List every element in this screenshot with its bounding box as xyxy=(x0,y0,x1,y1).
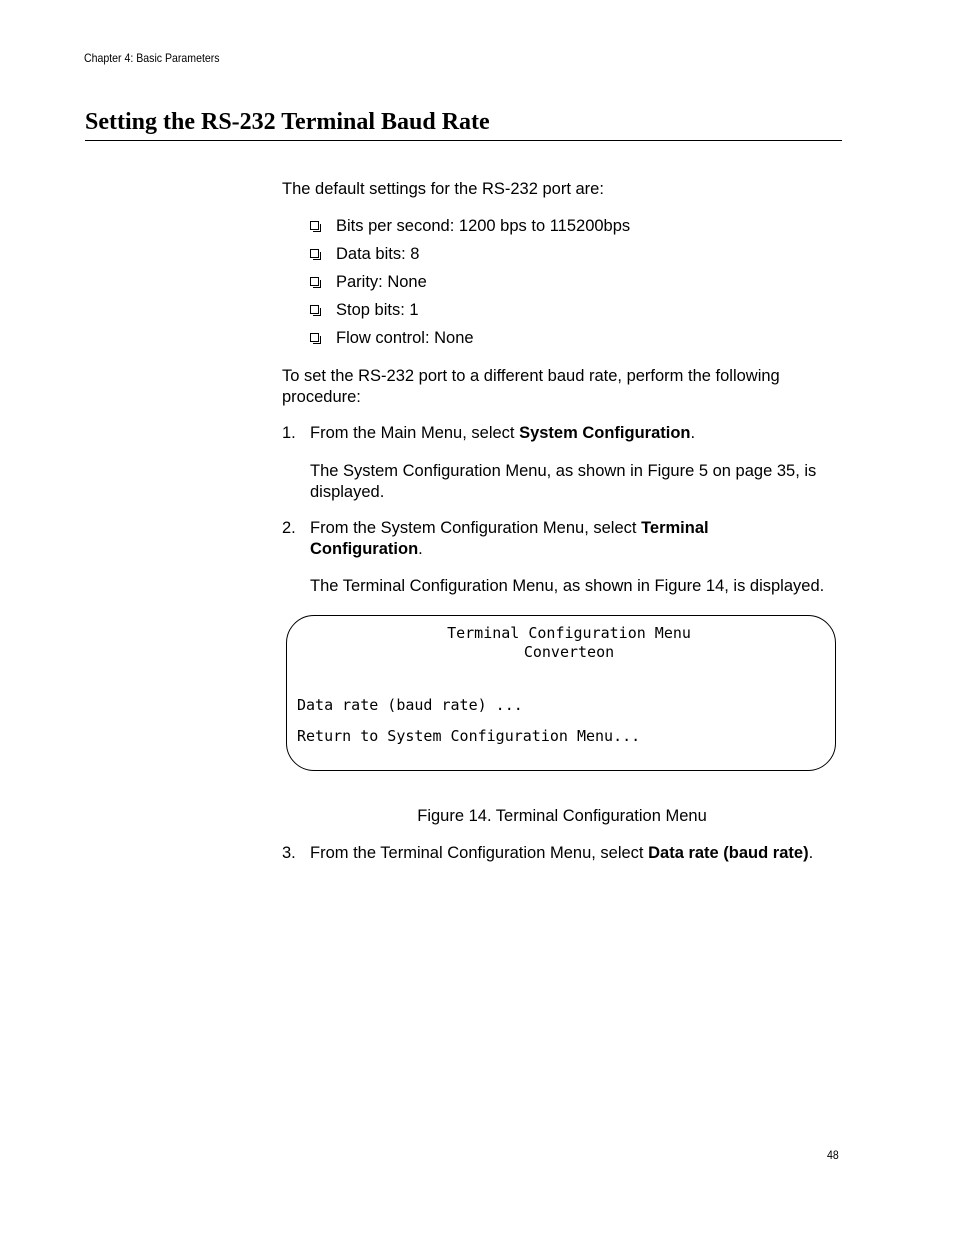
checkbox-bullet-icon xyxy=(310,221,319,230)
terminal-menu-item-return: Return to System Configuration Menu... xyxy=(297,727,641,745)
list-item xyxy=(310,328,474,348)
intro-paragraph: The default settings for the RS-232 port are: xyxy=(282,180,604,198)
step-2-note: The Terminal Configuration Menu, as shown in Figure 14, is displayed. xyxy=(310,577,825,595)
step-1-note: The System Configuration Menu, as shown in Figure 5 on page 35, is displayed. xyxy=(310,462,817,501)
checkbox-bullet-icon xyxy=(310,305,319,314)
list-item xyxy=(310,272,427,292)
terminal-menu-item-data-rate: Data rate (baud rate) ... xyxy=(297,696,523,714)
checkbox-bullet-icon xyxy=(310,333,319,342)
checkbox-bullet-icon xyxy=(310,277,319,286)
terminal-menu-title: Terminal Configuration Menu xyxy=(447,624,691,642)
page-number: 48 xyxy=(827,1148,839,1162)
section-title: Setting the RS-232 Terminal Baud Rate xyxy=(85,109,490,135)
menu-option-name: Terminal Configuration xyxy=(310,519,709,558)
step-text: From the Terminal Configuration Menu, select Data rate (baud rate). xyxy=(310,844,814,862)
step-number: 3. xyxy=(282,844,296,862)
list-item-text: Stop bits: 1 xyxy=(336,301,419,319)
step-number: 1. xyxy=(282,424,296,442)
terminal-menu-subtitle: Converteon xyxy=(523,643,615,661)
menu-option-name: System Configuration xyxy=(519,424,691,442)
procedure-intro: To set the RS-232 port to a different baud rate, perform the following procedure: xyxy=(282,367,780,406)
list-item-text: Data bits: 8 xyxy=(336,245,420,263)
title-rule xyxy=(85,140,842,141)
step-1 xyxy=(282,423,844,444)
list-item xyxy=(310,300,419,320)
step-3 xyxy=(282,843,844,864)
list-item-text: Parity: None xyxy=(336,273,427,291)
chapter-header: Chapter 4: Basic Parameters xyxy=(84,51,220,65)
figure-caption: Figure 14. Terminal Configuration Menu xyxy=(417,807,707,825)
terminal-screen-figure xyxy=(286,615,836,771)
checkbox-bullet-icon xyxy=(310,249,319,258)
step-text: From the System Configuration Menu, select Terminal Configuration. xyxy=(310,519,709,558)
list-item xyxy=(310,216,630,236)
menu-option-name: Data rate (baud rate) xyxy=(648,844,809,862)
step-number: 2. xyxy=(282,519,296,537)
list-item-text: Flow control: None xyxy=(336,329,474,347)
list-item xyxy=(310,244,419,264)
list-item-text: Bits per second: 1200 bps to 115200bps xyxy=(336,217,631,235)
step-text: From the Main Menu, select System Configuration. xyxy=(310,424,696,442)
step-2 xyxy=(282,518,844,559)
